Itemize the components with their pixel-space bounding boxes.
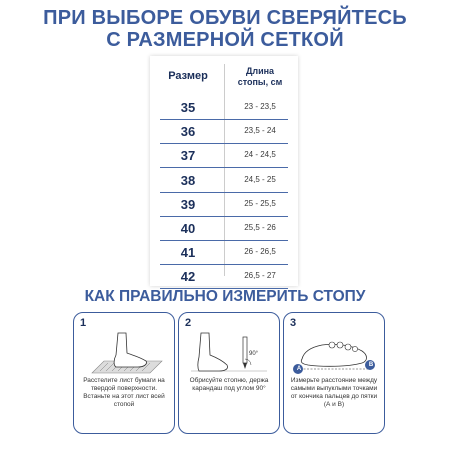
step-card-2 — [178, 312, 280, 434]
size-value: 37 — [180, 148, 196, 164]
foot-measure-icon — [292, 331, 376, 377]
length-value: 24 - 24,5 — [244, 150, 276, 160]
length-value: 26 - 26,5 — [244, 247, 276, 257]
size-row — [150, 265, 298, 289]
size-value: 40 — [180, 221, 196, 236]
size-row — [150, 169, 298, 193]
size-value: 36 — [180, 124, 196, 140]
foot-tracing-pencil-icon — [187, 331, 271, 377]
length-value: 24,5 - 25 — [244, 174, 276, 184]
size-chart-card — [150, 56, 298, 286]
column-header-length — [228, 66, 292, 88]
length-value: 23 - 23,5 — [244, 102, 276, 111]
point-b-label: B — [368, 362, 374, 368]
size-value: 35 — [180, 100, 196, 115]
step-number: 1 — [80, 317, 87, 329]
size-row — [150, 144, 298, 168]
column-header-size: Размер — [168, 70, 208, 82]
step-number: 3 — [290, 317, 297, 329]
length-value: 26,5 - 27 — [244, 271, 276, 281]
size-value: 41 — [180, 245, 196, 261]
point-a-label: A — [296, 366, 302, 372]
step-card-1 — [73, 312, 175, 434]
size-value: 38 — [180, 172, 196, 188]
size-row — [150, 241, 298, 265]
page-title-line2: С РАЗМЕРНОЙ СЕТКОЙ — [106, 29, 344, 51]
how-to-title: КАК ПРАВИЛЬНО ИЗМЕРИТЬ СТОПУ — [84, 288, 366, 305]
step-number: 2 — [185, 317, 192, 329]
size-row — [150, 120, 298, 144]
size-row — [150, 96, 298, 120]
size-row — [150, 193, 298, 217]
step-description: Обрисуйте стопню, держа карандаш под углом 90° — [189, 377, 269, 392]
length-value: 25 - 25,5 — [244, 198, 276, 208]
angle-label: 90° — [249, 351, 259, 357]
column-header-length-line2: стопы, см — [237, 77, 283, 87]
length-value: 25,5 - 26 — [244, 223, 276, 232]
length-value: 23,5 - 24 — [244, 126, 276, 136]
page-title-line1: ПРИ ВЫБОРЕ ОБУВИ СВЕРЯЙТЕСЬ — [43, 7, 407, 29]
foot-on-paper-icon — [82, 331, 166, 377]
size-value: 42 — [180, 269, 196, 285]
step-card-3 — [283, 312, 385, 434]
column-header-length-line1: Длина — [245, 66, 275, 76]
step-description: Расстелите лист бумаги на твердой поверхности. Встаньте на этот лист всей стопой — [83, 377, 165, 408]
step-description: Измерьте расстояние между самыми выпуклыми точками от кончика пальцев до пятки (А и В) — [290, 377, 378, 408]
size-value: 39 — [180, 196, 196, 212]
size-row — [150, 217, 298, 241]
